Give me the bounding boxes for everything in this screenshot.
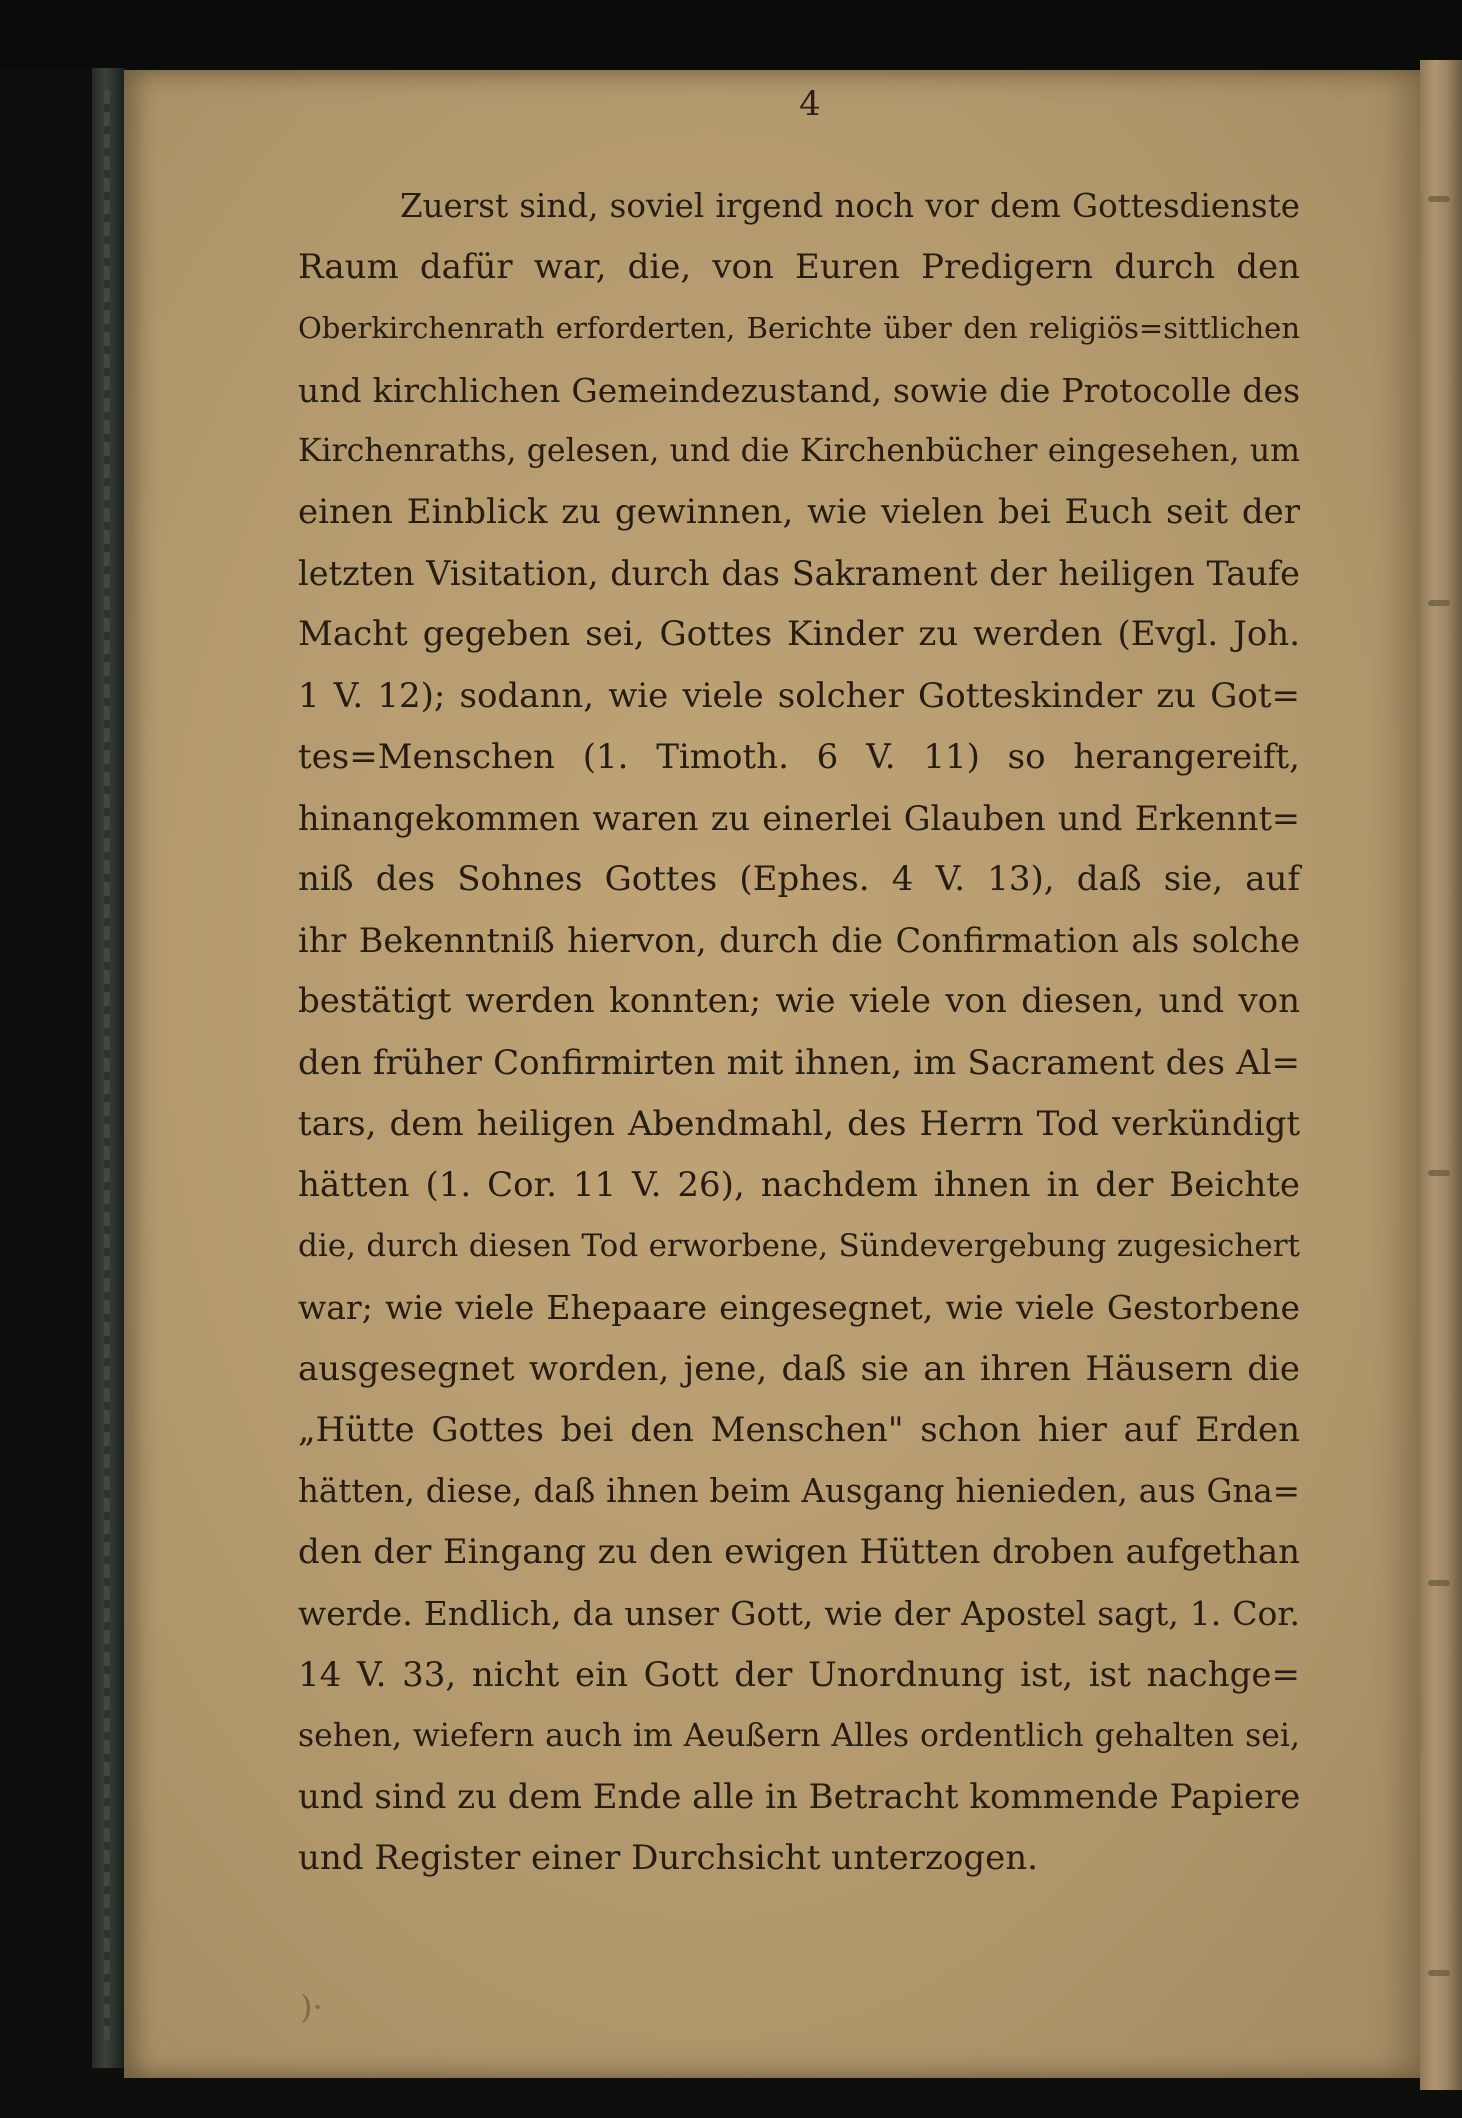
edge-mark bbox=[1428, 1970, 1450, 1976]
text-line: tars, dem heiligen Abendmahl, des Herrn Tod verkündigt bbox=[298, 1103, 1300, 1144]
text-line: letzten Visitation, durch das Sakrament der heiligen Taufe bbox=[298, 554, 1300, 594]
edge-mark bbox=[1428, 1580, 1450, 1586]
text-line: war; wie viele Ehepaare eingesegnet, wie viele Gestorbene bbox=[298, 1288, 1300, 1328]
text-line: bestätigt werden konnten; wie viele von diesen, und von bbox=[298, 981, 1300, 1022]
text-line: sehen, wiefern auch im Aeußern Alles ordentlich gehalten sei, bbox=[298, 1717, 1300, 1754]
text-line: Oberkirchenrath erforderten, Berichte über den religiös=sittlichen bbox=[298, 311, 1300, 346]
text-line: und Register einer Durchsicht unterzogen. bbox=[298, 1838, 1038, 1879]
text-line: 1 V. 12); sodann, wie viele solcher Gotteskinder zu Got= bbox=[298, 675, 1300, 716]
text-line: hätten (1. Cor. 11 V. 26), nachdem ihnen in der Beichte bbox=[298, 1165, 1300, 1205]
text-line: niß des Sohnes Gottes (Ephes. 4 V. 13), daß sie, auf bbox=[298, 859, 1300, 900]
text-line: Macht gegeben sei, Gottes Kinder zu werden (Evgl. Joh. bbox=[298, 614, 1300, 655]
body-paragraph bbox=[298, 176, 1300, 1889]
text-line: den der Eingang zu den ewigen Hütten droben aufgethan bbox=[298, 1532, 1300, 1573]
text-line: die, durch diesen Tod erworbene, Sündevergebung zugesichert bbox=[298, 1228, 1300, 1265]
edge-mark bbox=[1428, 1170, 1450, 1176]
page-number: 4 bbox=[799, 84, 821, 124]
spine-stitching bbox=[104, 90, 110, 2040]
text-line: einen Einblick zu gewinnen, wie vielen bei Euch seit der bbox=[298, 491, 1300, 532]
text-line: ihr Bekenntniß hiervon, durch die Confirmation als solche bbox=[298, 921, 1300, 961]
edge-mark bbox=[1428, 600, 1450, 606]
text-line: werde. Endlich, da unser Gott, wie der Apostel sagt, 1. Cor. bbox=[298, 1594, 1300, 1634]
text-line: Raum dafür war, die, von Euren Predigern durch den bbox=[298, 247, 1300, 288]
text-line: hinangekommen waren zu einerlei Glauben und Erkennt= bbox=[298, 798, 1300, 838]
text-line: und kirchlichen Gemeindezustand, sowie die Protocolle des bbox=[298, 370, 1300, 410]
text-line: und sind zu dem Ende alle in Betracht kommende Papiere bbox=[298, 1776, 1301, 1817]
text-line: Zuerst sind, soviel irgend noch vor dem Gottesdienste bbox=[400, 187, 1300, 225]
text-line: tes=Menschen (1. Timoth. 6 V. 11) so herangereift, bbox=[298, 736, 1300, 777]
text-line: ausgesegnet worden, jene, daß sie an ihren Häusern die bbox=[298, 1348, 1300, 1389]
margin-pencil-mark: )· bbox=[300, 1988, 323, 2026]
top-shadow bbox=[0, 0, 1462, 70]
edge-mark bbox=[1428, 196, 1450, 202]
text-line: „Hütte Gottes bei den Menschen" schon hier auf Erden bbox=[298, 1409, 1300, 1450]
text-line: den früher Confirmirten mit ihnen, im Sacrament des Al= bbox=[298, 1042, 1300, 1083]
text-line: Kirchenraths, gelesen, und die Kirchenbücher eingesehen, um bbox=[298, 432, 1300, 469]
text-line: 14 V. 33, nicht ein Gott der Unordnung ist, ist nachge= bbox=[298, 1654, 1300, 1695]
text-line: hätten, diese, daß ihnen beim Ausgang hienieden, aus Gna= bbox=[298, 1471, 1300, 1510]
edge-marks bbox=[1420, 60, 1462, 2090]
